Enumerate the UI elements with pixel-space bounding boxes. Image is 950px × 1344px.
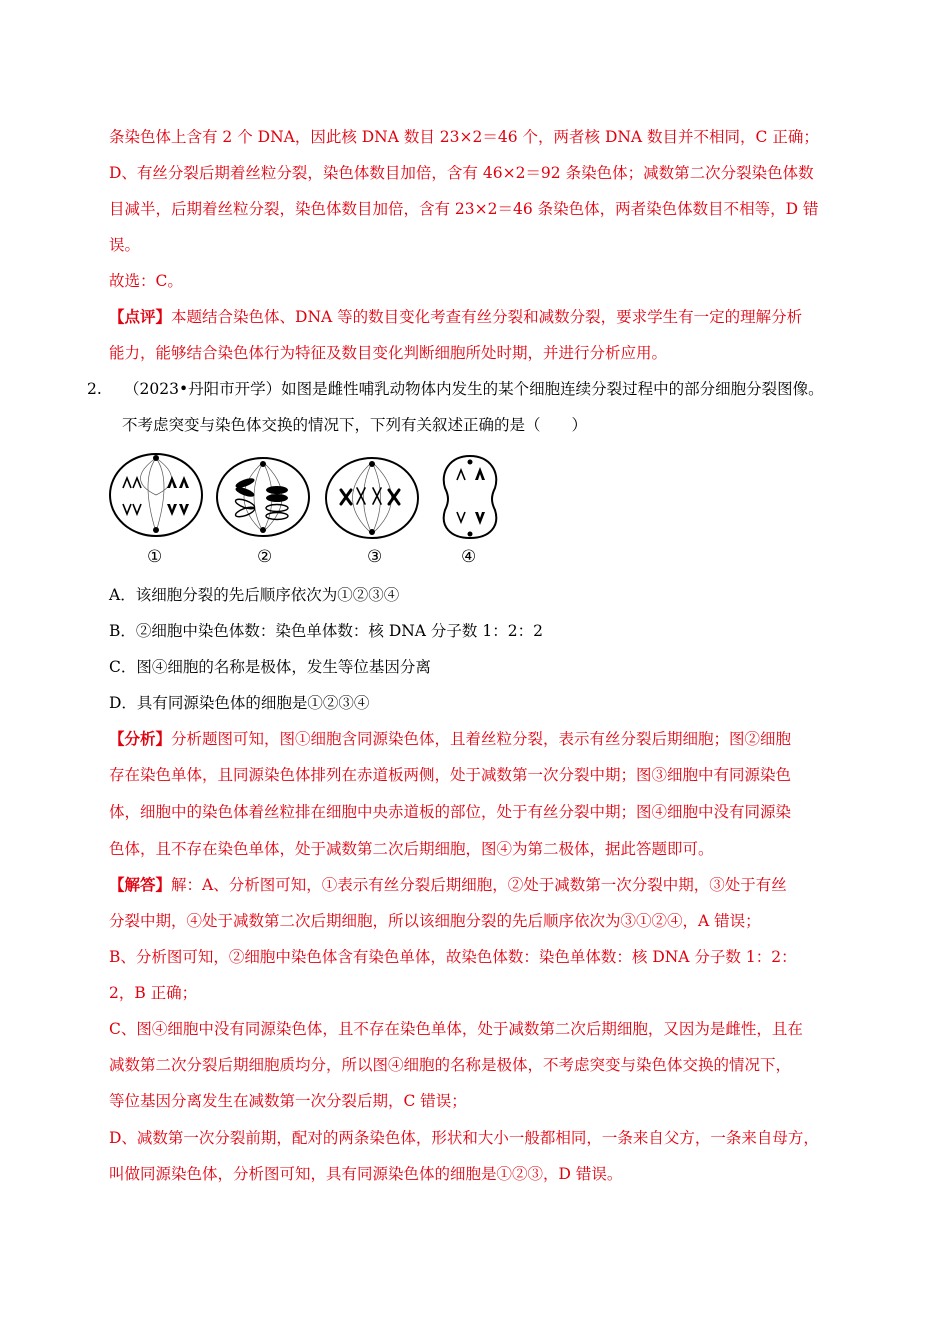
prev-choice: 故选：C。 xyxy=(109,272,183,290)
option-c: C．图④细胞的名称是极体，发生等位基因分离 xyxy=(109,658,431,676)
answer-tag: 【解答】 xyxy=(109,875,172,894)
cell-division-drawings xyxy=(105,450,505,572)
prev-line-1: 条染色体上含有 2 个 DNA，因此核 DNA 数目 23×2＝46 个，两者核 DNA 数目并不相同，C 正确； xyxy=(109,128,819,146)
analysis-line-1 xyxy=(109,728,791,750)
prev-line-3: 目减半，后期着丝粒分裂，染色体数目加倍，含有 23×2＝46 条染色体，两者染色体数目不相等，D 错 xyxy=(109,200,819,218)
answer-line-9: 叫做同源染色体，分析图可知，具有同源染色体的细胞是①②③，D 错误。 xyxy=(109,1165,623,1183)
cell-4-membrane xyxy=(444,456,497,538)
figure-label-1: ① xyxy=(147,547,163,567)
answer-line-6: 减数第二次分裂后期细胞质均分，所以图④细胞的名称是极体，不考虑突变与染色体交换的情况下， xyxy=(109,1056,792,1074)
answer-line-3: B、分析图可知，②细胞中染色体含有染色单体，故染色体数：染色单体数：核 DNA 分子数 1：2： xyxy=(109,948,797,966)
answer-text-1: 解：A、分析图可知，①表示有丝分裂后期细胞，②处于减数第一次分裂中期，③处于有丝 xyxy=(171,876,787,894)
analysis-text-1: 分析题图可知，图①细胞含同源染色体，且着丝粒分裂，表示有丝分裂后期细胞；图②细胞 xyxy=(171,730,792,748)
comment-line-1 xyxy=(109,306,802,328)
question-stem-2: 不考虑突变与染色体交换的情况下，下列有关叙述正确的是（ ） xyxy=(122,416,588,434)
figure-label-2: ② xyxy=(257,547,273,567)
analysis-line-4: 色体，且不存在染色单体，处于减数第二次后期细胞，图④为第二极体，据此答题即可。 xyxy=(109,840,714,858)
option-b: B．②细胞中染色体数：染色单体数：核 DNA 分子数 1：2：2 xyxy=(109,622,543,640)
prev-line-2: D、有丝分裂后期着丝粒分裂，染色体数目加倍，含有 46×2＝92 条染色体；减数第二次分裂染色体数 xyxy=(109,164,814,182)
comment-tag: 【点评】 xyxy=(109,307,172,326)
cell-2-membrane xyxy=(217,458,309,536)
answer-line-8: D、减数第一次分裂前期，配对的两条染色体，形状和大小一般都相同，一条来自父方，一条来自母方， xyxy=(109,1129,819,1147)
answer-line-2: 分裂中期，④处于减数第二次后期细胞，所以该细胞分裂的先后顺序依次为③①②④，A 错误； xyxy=(109,912,761,930)
figure-label-3: ③ xyxy=(367,547,383,567)
question-stem-1: （2023•丹阳市开学）如图是雌性哺乳动物体内发生的某个细胞连续分裂过程中的部分细胞分裂图像。 xyxy=(124,380,824,398)
analysis-tag: 【分析】 xyxy=(109,729,172,748)
cell-division-figure xyxy=(105,450,505,572)
question-number: 2. xyxy=(87,380,102,398)
option-a: A．该细胞分裂的先后顺序依次为①②③④ xyxy=(109,586,400,604)
answer-line-5: C、图④细胞中没有同源染色体，且不存在染色单体，处于减数第二次后期细胞，又因为是雌性，且在 xyxy=(109,1020,803,1038)
answer-line-4: 2，B 正确； xyxy=(109,984,198,1002)
cell-3-membrane xyxy=(326,458,418,538)
comment-line-2: 能力，能够结合染色体行为特征及数目变化判断细胞所处时期，并进行分析应用。 xyxy=(109,344,668,362)
figure-label-4: ④ xyxy=(461,547,477,567)
answer-line-7: 等位基因分离发生在减数第一次分裂后期，C 错误； xyxy=(109,1092,467,1110)
comment-text-1: 本题结合染色体、DNA 等的数目变化考查有丝分裂和减数分裂，要求学生有一定的理解分析 xyxy=(171,308,803,326)
prev-line-4: 误。 xyxy=(109,236,141,254)
analysis-line-2: 存在染色单体，且同源染色体排列在赤道板两侧，处于减数第一次分裂中期；图③细胞中有同源染色 xyxy=(109,766,792,784)
answer-line-1 xyxy=(109,874,787,896)
option-d: D．具有同源染色体的细胞是①②③④ xyxy=(109,694,370,712)
analysis-line-3: 体，细胞中的染色体着丝粒排在细胞中央赤道板的部位，处于有丝分裂中期；图④细胞中没有同源染 xyxy=(109,803,792,821)
